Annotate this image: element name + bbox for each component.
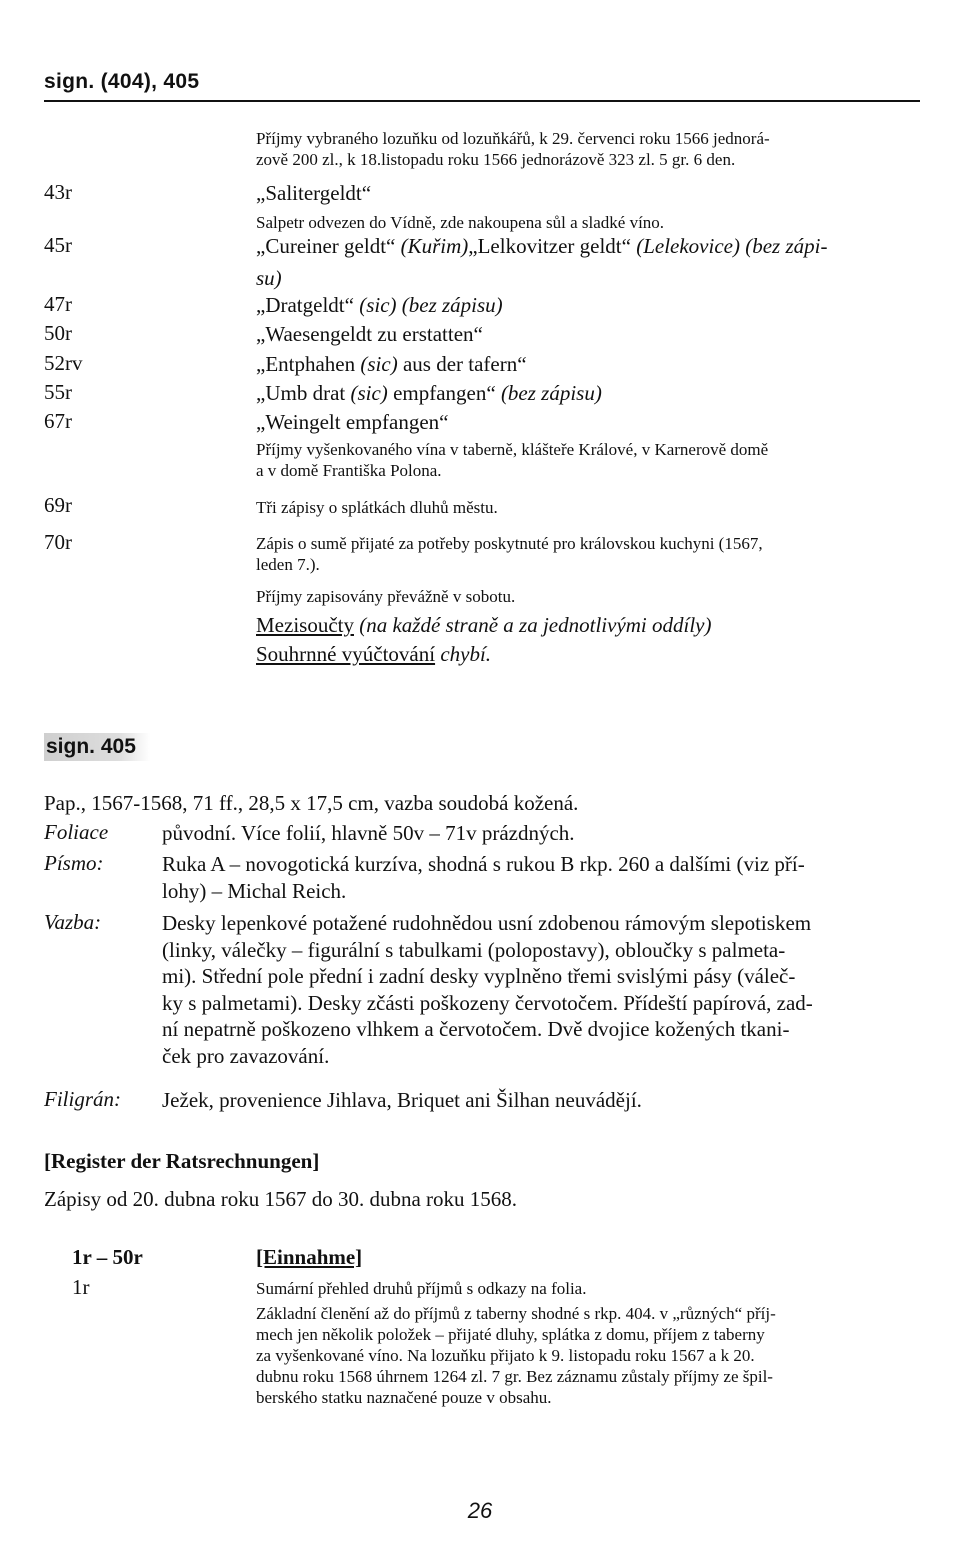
entry-title-part: „Entphahen (256, 352, 361, 376)
entry-55r (256, 380, 920, 406)
subtotals-note: (na každé straně a za jednotlivými oddíly) (353, 613, 712, 637)
place-note: su) (256, 266, 282, 290)
field-line: původní. Více folií, hlavně 50v – 71v prázdných. (162, 821, 575, 845)
field-value-pismo (162, 851, 920, 904)
place-note: (Lelekovice) (bez zápi- (636, 234, 828, 258)
field-line: lohy) – Michal Reich. (162, 878, 347, 903)
entry-43r (256, 180, 920, 233)
field-line: ní nepatrně poškozeno vlhkem a červotočem. Dvě dvojice kožených tkani- (162, 1017, 790, 1041)
folio-label: 55r (44, 380, 72, 404)
entry-title-part: „Lelkovitzer geldt“ (468, 234, 637, 258)
running-header: sign. (404), 405 (44, 70, 200, 93)
section-heading-sign405: sign. 405 (44, 733, 150, 761)
field-line: ky s palmetami). Desky zčásti poškozeny červotočem. Přídeští papírová, zad- (162, 990, 813, 1015)
subtotals-label: Mezisoučty (256, 613, 354, 637)
entry-note: Zápis o sumě přijaté za potřeby poskytnuté pro královskou kuchyni (1567, (256, 534, 763, 553)
field-label-filigran: Filigrán: (44, 1087, 121, 1111)
register-summary: Sumární přehled druhů příjmů s odkazy na folia. (256, 1279, 587, 1298)
folio-range: 1r – 50r (72, 1245, 143, 1269)
saturday-note: Příjmy zapisovány převážně v sobotu. (256, 587, 516, 606)
entry-note: leden 7.). (256, 555, 320, 574)
field-value-filigran (162, 1087, 920, 1114)
summary-label: Souhrnné vyúčtování (256, 642, 436, 666)
register-dates: Zápisy od 20. dubna roku 1567 do 30. dubna roku 1568. (44, 1187, 518, 1211)
entry-note: a v domě Františka Polona. (256, 461, 442, 480)
folio-label: 47r (44, 292, 72, 316)
register-paragraph (256, 1303, 920, 1408)
header-rule (44, 100, 920, 102)
folio-label: 67r (44, 409, 72, 433)
field-line: (linky, válečky – figurální s tabulkami (polopostavy), obloučky s palmeta- (162, 937, 786, 962)
field-value-foliace (162, 820, 920, 847)
entry-title-part: „Cureiner geldt“ (256, 234, 401, 258)
entry-52rv (256, 351, 920, 377)
entry-title: „Weingelt empfangen“ (256, 410, 449, 434)
paragraph-line: za vyšenkované víno. Na lozuňku přijato k 9. listopadu roku 1567 a k 20. (256, 1346, 755, 1365)
folio-label: 45r (44, 233, 72, 257)
field-line: Ruka A – novogotická kurzíva, shodná s rukou B rkp. 260 a dalšími (viz pří- (162, 852, 805, 876)
folio-label: 50r (44, 321, 72, 345)
paragraph-line: Základní členění až do příjmů z taberny shodné s rkp. 404. v „různých“ příj- (256, 1304, 776, 1323)
entry-title-part: „Dratgeldt“ (256, 293, 360, 317)
register-title: [Register der Ratsrechnungen] (44, 1149, 320, 1173)
entry-title-part: „Umb drat (256, 381, 351, 405)
folio-label: 52rv (44, 351, 83, 375)
entry-note: Tři zápisy o splátkách dluhů městu. (256, 498, 498, 517)
field-line: ček pro zavazování. (162, 1043, 330, 1068)
page-number: 26 (467, 1498, 493, 1523)
sic-note: (bez zápisu) (500, 381, 602, 405)
manuscript-description: Pap., 1567-1568, 71 ff., 28,5 x 17,5 cm, vazba soudobá kožená. (44, 791, 579, 815)
intro-line: Příjmy vybraného lozuňku od lozuňkářů, k 29. červenci roku 1566 jednorá- (256, 129, 770, 148)
folio-label: 1r (72, 1275, 90, 1299)
field-label-pismo: Písmo: (44, 851, 104, 875)
entry-67r (256, 409, 920, 481)
folio-label: 43r (44, 180, 72, 204)
entry-title: „Waesengeldt zu erstatten“ (256, 322, 483, 346)
entry-45r (256, 233, 920, 291)
folio-label: 69r (44, 493, 72, 517)
field-line: Desky lepenkové potažené rudohnědou usní zdobenou rámovým slepotiskem (162, 911, 812, 935)
entry-70r (256, 533, 920, 575)
folio-label: 70r (44, 530, 72, 554)
field-label-foliace: Foliace (44, 820, 109, 844)
intro-line: zově 200 zl., k 18.listopadu roku 1566 jednorázově 323 zl. 5 gr. 6 den. (256, 150, 736, 169)
place-note: (Kuřim) (400, 234, 469, 258)
field-label-vazba: Vazba: (44, 910, 102, 934)
summary-note: chybí. (435, 642, 492, 666)
entry-note: Příjmy vyšenkovaného vína v taberně, klášteře Králové, v Karnerově domě (256, 440, 769, 459)
summary-line (256, 641, 920, 667)
entry-note: Salpetr odvezen do Vídně, zde nakoupena sůl a sladké víno. (256, 213, 665, 232)
paragraph-line: dubnu roku 1568 úhrnem 1264 zl. 7 gr. Bez záznamu zůstaly příjmy ze špil- (256, 1367, 773, 1386)
paragraph-line: berského statku naznačené pouze v obsahu. (256, 1388, 552, 1407)
paragraph-line: mech jen několik položek – přijaté dluhy, splátka z domu, příjem z taberny (256, 1325, 765, 1344)
entry-69r (256, 497, 920, 518)
subtotals-line (256, 612, 920, 638)
sic-note: (sic) (350, 381, 388, 405)
field-line: mi). Střední pole přední i zadní desky vyplněno třemi svislými pásy (váleč- (162, 964, 796, 988)
entry-title-part: aus der tafern“ (397, 352, 527, 376)
sic-note: (sic) (bez zápisu) (359, 293, 503, 317)
section-title-einnahme: [Einnahme] (256, 1245, 363, 1269)
entry-47r (256, 292, 920, 318)
intro-note (256, 128, 920, 170)
entry-title: „Salitergeldt“ (256, 181, 372, 205)
sic-note: (sic) (360, 352, 398, 376)
entry-50r (256, 321, 920, 347)
field-line: Ježek, provenience Jihlava, Briquet ani Šilhan neuvádějí. (162, 1088, 642, 1112)
field-value-vazba (162, 910, 920, 1069)
entry-title-part: empfangen“ (387, 381, 501, 405)
